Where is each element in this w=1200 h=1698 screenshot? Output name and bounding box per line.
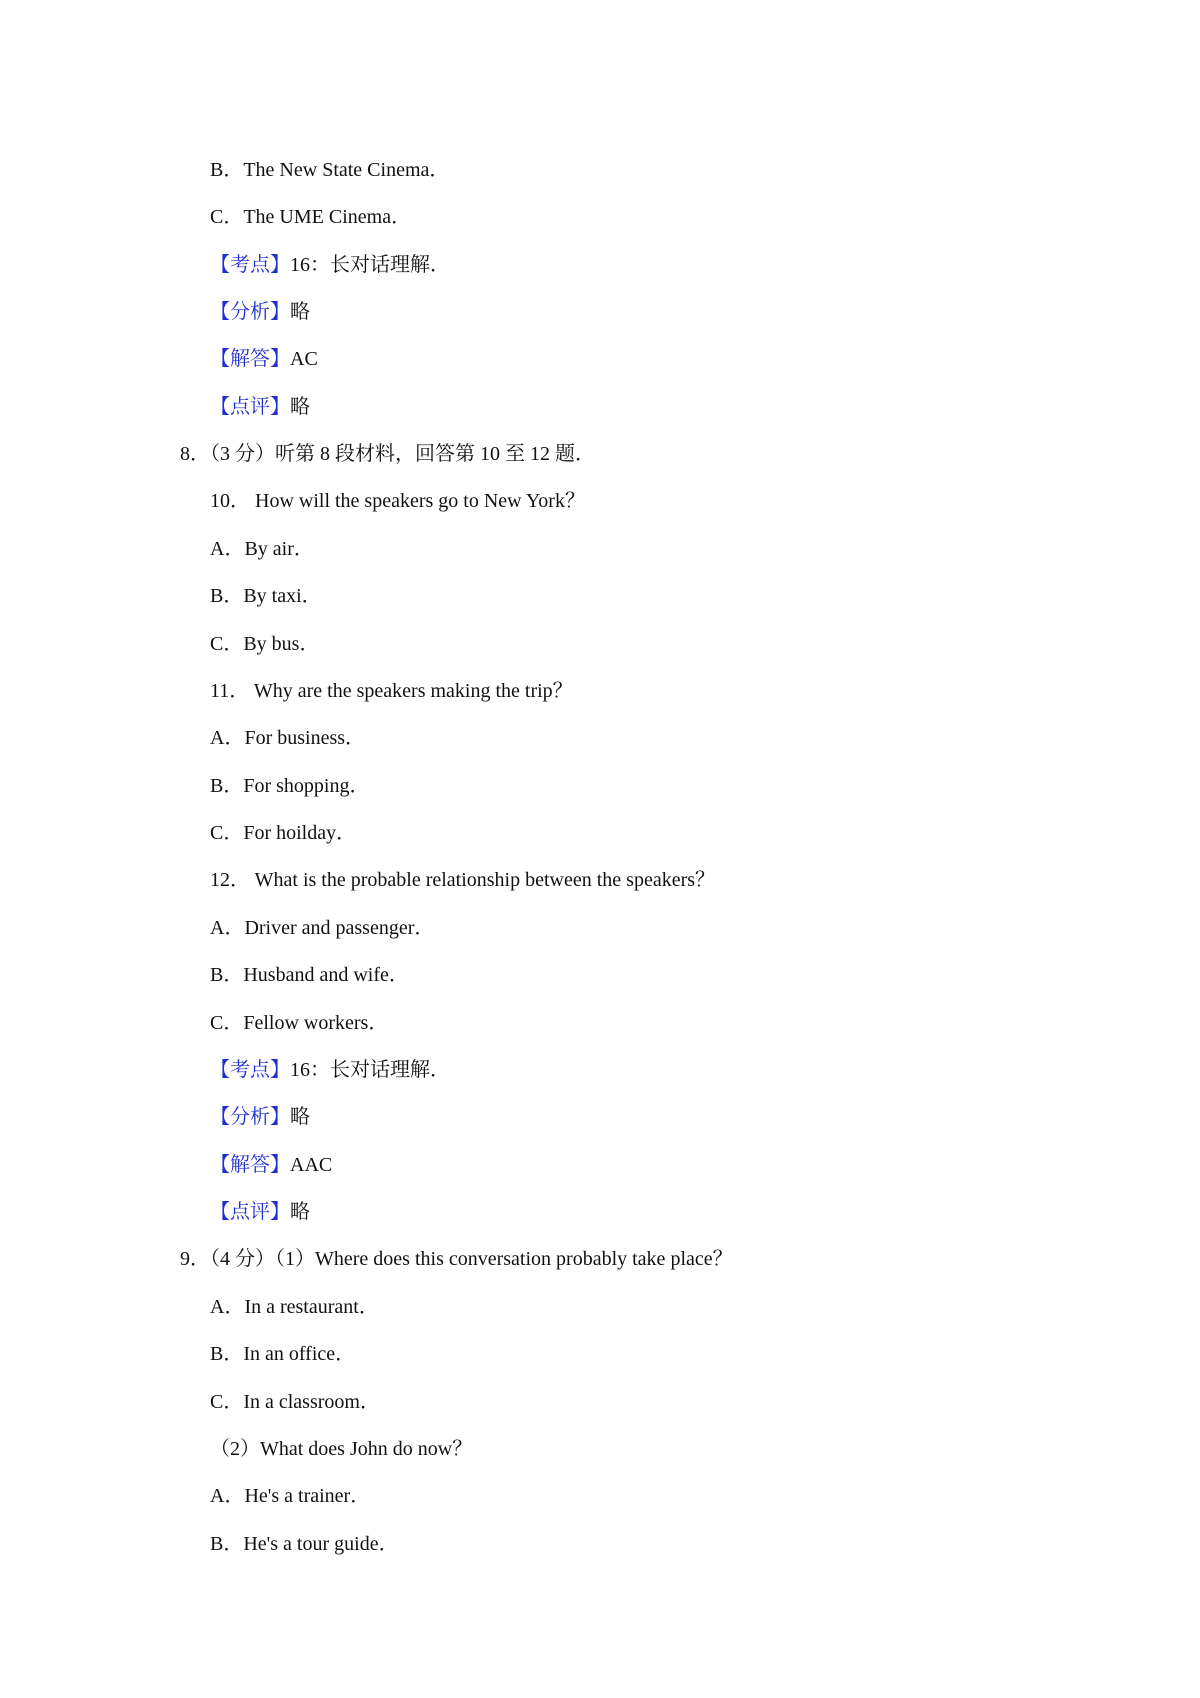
q9-1-option-b: B．In an office．	[210, 1343, 356, 1365]
fenxi-row-2	[210, 1104, 310, 1130]
question-9-header: 9．（4 分）（1）Where does this conversation probably take place？	[180, 1248, 733, 1270]
question-11: 11． Why are the speakers making the trip？	[210, 680, 573, 702]
option-c-cinema: C．The UME Cinema．	[210, 206, 412, 228]
kaodian-tag: 【考点】	[210, 1059, 290, 1081]
kaodian-tag: 【考点】	[210, 254, 290, 276]
kaodian-value: 16：长对话理解．	[290, 1059, 450, 1081]
jieda-row-1	[210, 346, 318, 372]
kaodian-row-2	[210, 1057, 450, 1083]
kaodian-row-1	[210, 252, 450, 278]
fenxi-tag: 【分析】	[210, 1106, 290, 1128]
fenxi-tag: 【分析】	[210, 301, 290, 323]
dianping-tag: 【点评】	[210, 396, 290, 418]
q9-2-option-b: B．He's a tour guide．	[210, 1533, 399, 1555]
jieda-tag: 【解答】	[210, 1154, 290, 1176]
question-10: 10． How will the speakers go to New York？	[210, 490, 585, 512]
dianping-value: 略	[290, 396, 310, 418]
q11-option-c: C．For hoilday．	[210, 822, 357, 844]
jieda-value: AAC	[290, 1154, 333, 1176]
fenxi-value: 略	[290, 301, 310, 323]
dianping-value: 略	[290, 1201, 310, 1223]
dianping-row-2	[210, 1199, 310, 1225]
q12-option-c: C．Fellow workers．	[210, 1012, 389, 1034]
q11-option-b: B．For shopping．	[210, 775, 370, 797]
fenxi-row-1	[210, 299, 310, 325]
q9-1-option-c: C．In a classroom．	[210, 1391, 380, 1413]
option-b-cinema: B．The New State Cinema．	[210, 159, 450, 181]
q12-option-b: B．Husband and wife．	[210, 964, 409, 986]
dianping-tag: 【点评】	[210, 1201, 290, 1223]
question-12: 12． What is the probable relationship between the speakers？	[210, 869, 716, 891]
q10-option-a: A．By air．	[210, 538, 314, 560]
jieda-row-2	[210, 1152, 332, 1178]
question-8-header: 8．（3 分）听第 8 段材料，回答第 10 至 12 题．	[180, 443, 595, 465]
jieda-value: AC	[290, 348, 318, 370]
kaodian-value: 16：长对话理解．	[290, 254, 450, 276]
q12-option-a: A．Driver and passenger．	[210, 917, 435, 939]
q10-option-c: C．By bus．	[210, 633, 320, 655]
q9-2-option-a: A．He's a trainer．	[210, 1485, 371, 1507]
fenxi-value: 略	[290, 1106, 310, 1128]
dianping-row-1	[210, 394, 310, 420]
q10-option-b: B．By taxi．	[210, 585, 322, 607]
q11-option-a: A．For business．	[210, 727, 366, 749]
q9-1-option-a: A．In a restaurant．	[210, 1296, 379, 1318]
question-9-part-2: （2）What does John do now？	[210, 1438, 473, 1460]
jieda-tag: 【解答】	[210, 348, 290, 370]
